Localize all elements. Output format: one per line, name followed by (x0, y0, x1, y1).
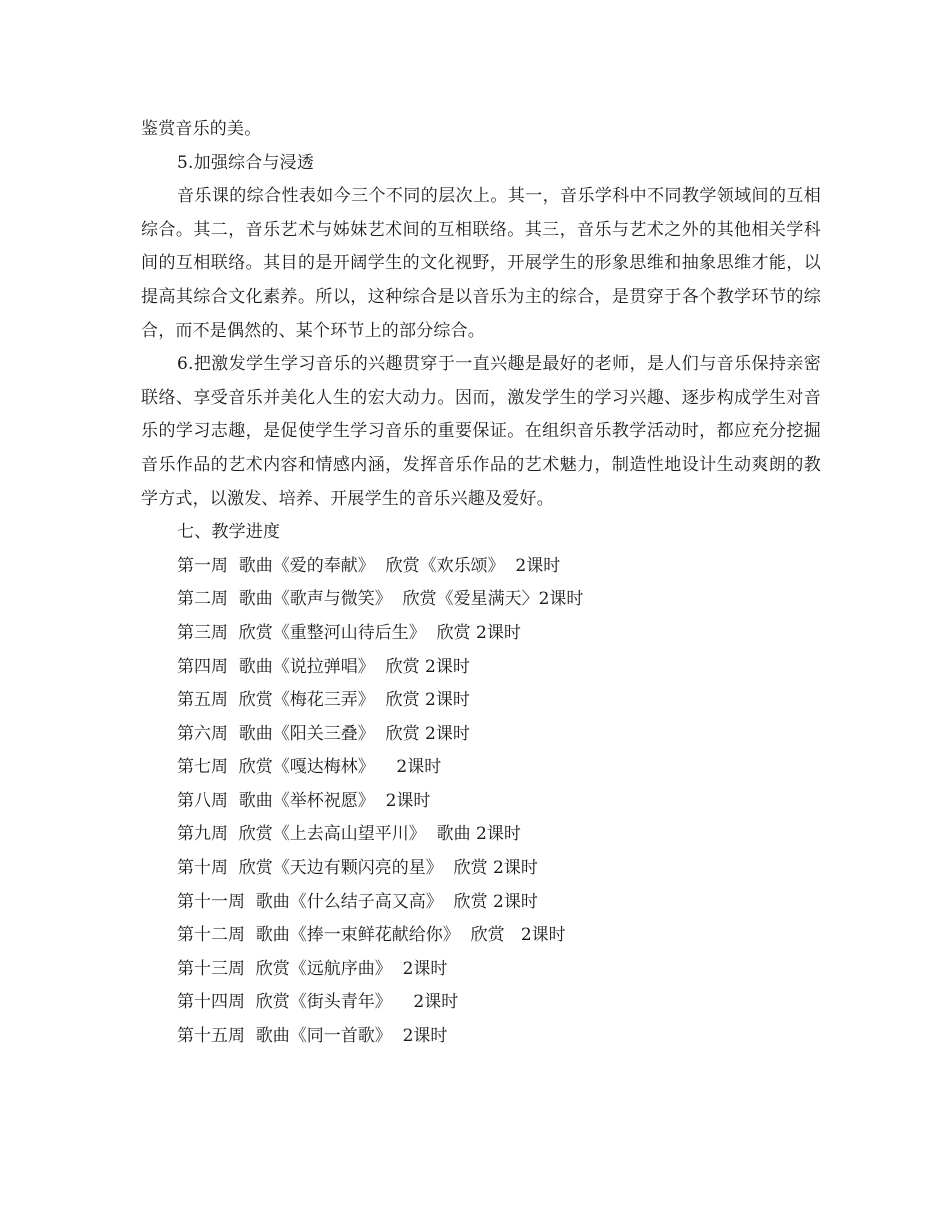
schedule-week-14: 第十四周 欣赏《街头青年》 2课时 (177, 992, 459, 1013)
document-body (141, 113, 821, 1054)
schedule-week-5: 第五周 欣赏《梅花三弄》 欣赏 2课时 (177, 690, 470, 711)
schedule-week-2: 第二周 歌曲《歌声与微笑》 欣赏《爱星满天〉2课时 (177, 589, 584, 610)
paragraph-interest: 6.把激发学生学习音乐的兴趣贯穿于一直兴趣是最好的老师，是人们与音乐保持亲密联络、享受音乐并美化人生的宏大动力。因而，激发学生的学习兴趣、逐步构成学生对音乐的学习志趣，是促使学生学习音乐的重要保证。在组织音乐教学活动时，都应充分挖掘音乐作品的艺术内容和情感内涵，发挥音乐作品的艺术魅力，制造性地设计生动爽朗的教学方式，以激发、培养、开展学生的音乐兴趣及爱好。 (141, 354, 821, 509)
schedule-list (141, 550, 821, 1054)
schedule-week-8: 第八周 歌曲《举杯祝愿》 2课时 (177, 790, 431, 811)
schedule-week-12: 第十二周 歌曲《捧一束鲜花献给你》 欣赏 2课时 (177, 925, 566, 946)
schedule-week-7: 第七周 欣赏《嘎达梅林》 2课时 (177, 757, 442, 778)
schedule-week-1: 第一周 歌曲《爱的奉献》 欣赏《欢乐颂》 2课时 (177, 555, 561, 576)
schedule-week-3: 第三周 欣赏《重整河山待后生》 欣赏 2课时 (177, 622, 521, 643)
schedule-week-15: 第十五周 歌曲《同一首歌》 2课时 (177, 1026, 448, 1047)
schedule-week-13: 第十三周 欣赏《远航序曲》 2课时 (177, 958, 448, 979)
heading-teaching-schedule: 七、教学进度 (177, 522, 281, 543)
schedule-week-10: 第十周 欣赏《天边有颗闪亮的星》 欣赏 2课时 (177, 858, 538, 879)
heading-integration: 5.加强综合与浸透 (177, 152, 315, 173)
schedule-week-9: 第九周 欣赏《上去高山望平川》 歌曲 2课时 (177, 824, 521, 845)
schedule-week-11: 第十一周 歌曲《什么结子高又高》 欣赏 2课时 (177, 891, 538, 912)
paragraph-integration: 音乐课的综合性表如今三个不同的层次上。其一，音乐学科中不同教学领域间的互相综合。其二，音乐艺术与姊妹艺术间的互相联络。其三，音乐与艺术之外的其他相关学科间的互相联络。其目的是开阔学生的文化视野，开展学生的形象思维和抽象思维才能，以提高其综合文化素养。所以，这种综合是以音乐为主的综合，是贯穿于各个教学环节的综合，而不是偶然的、某个环节上的部分综合。 (141, 186, 821, 341)
schedule-week-4: 第四周 歌曲《说拉弹唱》 欣赏 2课时 (177, 656, 470, 677)
schedule-week-6: 第六周 歌曲《阳关三叠》 欣赏 2课时 (177, 723, 470, 744)
paragraph-continuation: 鉴赏音乐的美。 (141, 119, 262, 139)
